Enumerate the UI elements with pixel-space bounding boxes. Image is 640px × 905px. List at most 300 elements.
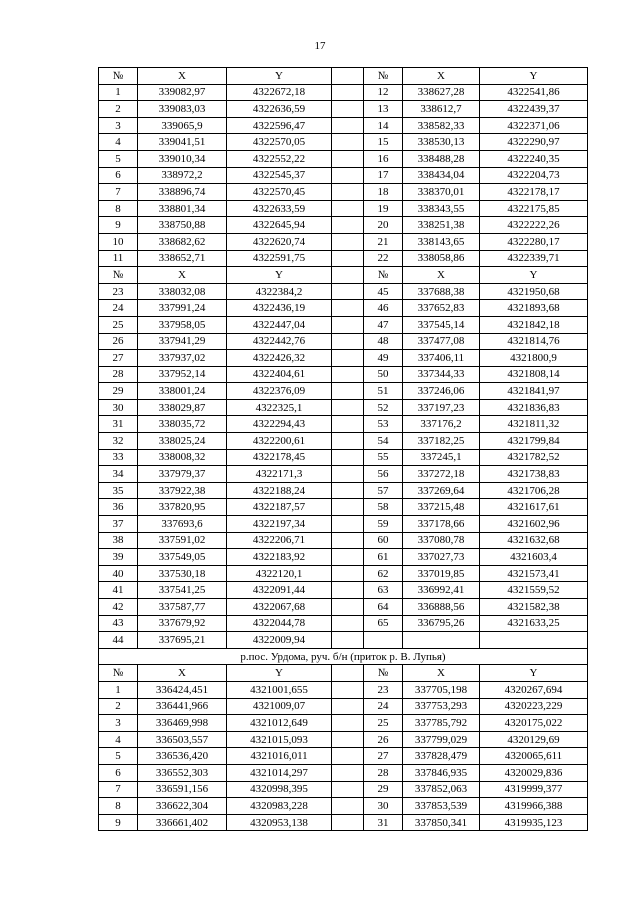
table-row [99, 466, 588, 483]
table-cell: 41 [99, 582, 138, 599]
table-cell: 34 [99, 466, 138, 483]
spacer-cell [332, 615, 364, 632]
table-cell: 4322178,45 [227, 449, 332, 466]
table-cell: 4320998,395 [227, 781, 332, 798]
table-cell: 337937,02 [138, 350, 227, 367]
table-cell: 27 [99, 350, 138, 367]
table-cell: 337941,29 [138, 333, 227, 350]
table-row [99, 101, 588, 118]
table-row [99, 200, 588, 217]
table-cell [403, 632, 480, 649]
table-cell: 25 [364, 715, 403, 732]
spacer-cell [332, 366, 364, 383]
table-cell: 46 [364, 300, 403, 317]
table-cell: X [403, 267, 480, 284]
table-cell: 6 [99, 167, 138, 184]
table-cell: 336441,966 [138, 698, 227, 715]
spacer-cell [332, 482, 364, 499]
table-cell: 26 [99, 333, 138, 350]
table-row [99, 433, 588, 450]
table-cell: 4322541,86 [480, 84, 588, 101]
table-row [99, 84, 588, 101]
table-cell: 1 [99, 84, 138, 101]
table-row [99, 599, 588, 616]
table-cell: 4320267,694 [480, 681, 588, 698]
table-cell: 4322183,92 [227, 549, 332, 566]
table-cell: 45 [364, 283, 403, 300]
table-row [99, 681, 588, 698]
table-cell: 338343,55 [403, 200, 480, 217]
table-cell: 4322206,71 [227, 532, 332, 549]
table-cell: 4321893,68 [480, 300, 588, 317]
table-cell: 338001,24 [138, 383, 227, 400]
table-row [99, 582, 588, 599]
table-row [99, 184, 588, 201]
spacer-cell [332, 134, 364, 151]
table-cell: 336795,26 [403, 615, 480, 632]
table-cell: 337695,21 [138, 632, 227, 649]
table-cell: X [138, 665, 227, 682]
section-caption: р.пос. Урдома, руч. б/н (приток р. В. Лупья) [99, 648, 588, 665]
table-cell: 31 [364, 814, 403, 831]
table-cell: 337477,08 [403, 333, 480, 350]
table-row [99, 217, 588, 234]
table-cell: 337545,14 [403, 316, 480, 333]
table-cell: 23 [99, 283, 138, 300]
table-cell: 4321842,18 [480, 316, 588, 333]
table-cell: 337344,33 [403, 366, 480, 383]
section-caption-row [99, 648, 588, 665]
spacer-cell [332, 150, 364, 167]
table-cell: 8 [99, 200, 138, 217]
table-cell: 337182,25 [403, 433, 480, 450]
table-cell: 339010,34 [138, 150, 227, 167]
table-cell: 4322091,44 [227, 582, 332, 599]
spacer-cell [332, 300, 364, 317]
table-cell: 20 [364, 217, 403, 234]
table-cell: 28 [364, 764, 403, 781]
table-cell: 337952,14 [138, 366, 227, 383]
table-cell: 336888,56 [403, 599, 480, 616]
table-cell: 2 [99, 101, 138, 118]
spacer-cell [332, 549, 364, 566]
table-cell: 4321950,68 [480, 283, 588, 300]
table-cell: 4321573,41 [480, 565, 588, 582]
spacer-cell [332, 764, 364, 781]
table-cell: 59 [364, 516, 403, 533]
table-cell: 4320953,138 [227, 814, 332, 831]
table-cell: 4321836,83 [480, 399, 588, 416]
table-cell: 4322442,76 [227, 333, 332, 350]
table-cell: Y [480, 665, 588, 682]
spacer-cell [332, 698, 364, 715]
table-cell: 338582,33 [403, 117, 480, 134]
table-cell: 337591,02 [138, 532, 227, 549]
spacer-cell [332, 781, 364, 798]
table-cell: 4321559,52 [480, 582, 588, 599]
table-cell: № [99, 665, 138, 682]
table-cell: 4320029,836 [480, 764, 588, 781]
table-cell: 336469,998 [138, 715, 227, 732]
table-cell: 30 [99, 399, 138, 416]
table-cell: 4322552,22 [227, 150, 332, 167]
spacer-cell [332, 350, 364, 367]
table-cell: 337853,539 [403, 798, 480, 815]
table-cell: 4322325,1 [227, 399, 332, 416]
table-cell: 337215,48 [403, 499, 480, 516]
table-cell: 5 [99, 150, 138, 167]
table-cell: 4322376,09 [227, 383, 332, 400]
table-cell: 337530,18 [138, 565, 227, 582]
table-cell: 337846,935 [403, 764, 480, 781]
table-cell: 48 [364, 333, 403, 350]
table-cell: 4322636,59 [227, 101, 332, 118]
table-cell: 338530,13 [403, 134, 480, 151]
table-cell: Y [227, 665, 332, 682]
table-cell: 54 [364, 433, 403, 450]
spacer-cell [332, 217, 364, 234]
table-row [99, 615, 588, 632]
spacer-cell [332, 748, 364, 765]
table-cell: 12 [364, 84, 403, 101]
spacer-cell [332, 582, 364, 599]
table-cell: 336503,557 [138, 731, 227, 748]
spacer-cell [332, 416, 364, 433]
table-row [99, 366, 588, 383]
table-cell: 28 [99, 366, 138, 383]
table-row [99, 383, 588, 400]
table-cell: 7 [99, 781, 138, 798]
table-cell: 336552,303 [138, 764, 227, 781]
table-cell: X [403, 68, 480, 85]
table-cell: 4320129,69 [480, 731, 588, 748]
table-cell: 31 [99, 416, 138, 433]
table-row [99, 167, 588, 184]
table-cell: 337197,23 [403, 399, 480, 416]
table-cell: 25 [99, 316, 138, 333]
table-cell: 4322436,19 [227, 300, 332, 317]
table-cell: 51 [364, 383, 403, 400]
table-cell: 338025,24 [138, 433, 227, 450]
table-cell: 4321015,093 [227, 731, 332, 748]
table-cell: 4320175,022 [480, 715, 588, 732]
table-cell: 9 [99, 217, 138, 234]
table-cell: 4322044,78 [227, 615, 332, 632]
table-cell: 338972,2 [138, 167, 227, 184]
spacer-cell [332, 233, 364, 250]
table-header-row [99, 665, 588, 682]
table-cell: 4321617,61 [480, 499, 588, 516]
table-cell: 339065,9 [138, 117, 227, 134]
spacer-cell [332, 267, 364, 284]
table-cell: 2 [99, 698, 138, 715]
table-cell: 62 [364, 565, 403, 582]
table-cell: 4321603,4 [480, 549, 588, 566]
table-cell: 4321016,011 [227, 748, 332, 765]
table-cell: 4321811,32 [480, 416, 588, 433]
table-row [99, 632, 588, 649]
table-cell: 61 [364, 549, 403, 566]
table-cell: 32 [99, 433, 138, 450]
table-cell: 337178,66 [403, 516, 480, 533]
table-cell: 338029,87 [138, 399, 227, 416]
table-cell: 4321706,28 [480, 482, 588, 499]
table-cell: 38 [99, 532, 138, 549]
table-row [99, 532, 588, 549]
spacer-cell [332, 433, 364, 450]
spacer-cell [332, 532, 364, 549]
table-cell: 337820,95 [138, 499, 227, 516]
table-row [99, 764, 588, 781]
table-cell: 337549,05 [138, 549, 227, 566]
table-cell: 4322371,06 [480, 117, 588, 134]
table-cell: 4322067,68 [227, 599, 332, 616]
table-header-row [99, 68, 588, 85]
spacer-cell [332, 466, 364, 483]
table-cell: 4322290,97 [480, 134, 588, 151]
table-cell: 337979,37 [138, 466, 227, 483]
table-cell: 338488,28 [403, 150, 480, 167]
table-cell: 4321009,07 [227, 698, 332, 715]
table-cell: 24 [364, 698, 403, 715]
table-cell: 58 [364, 499, 403, 516]
table-cell: 338434,04 [403, 167, 480, 184]
spacer-cell [332, 632, 364, 649]
table-cell: 4322280,17 [480, 233, 588, 250]
table-cell: 336622,304 [138, 798, 227, 815]
table-cell: 4322200,61 [227, 433, 332, 450]
table-cell: 49 [364, 350, 403, 367]
table-cell: 4322570,45 [227, 184, 332, 201]
table-cell: 1 [99, 681, 138, 698]
table-cell: 337922,38 [138, 482, 227, 499]
spacer-cell [332, 449, 364, 466]
table-cell: 338801,34 [138, 200, 227, 217]
table-cell: 336536,420 [138, 748, 227, 765]
table-cell: 42 [99, 599, 138, 616]
table-cell: 64 [364, 599, 403, 616]
table-cell: 4320065,611 [480, 748, 588, 765]
table-cell: 8 [99, 798, 138, 815]
table-cell: 337080,78 [403, 532, 480, 549]
table-row [99, 698, 588, 715]
table-cell: 337799,029 [403, 731, 480, 748]
table-cell: 18 [364, 184, 403, 201]
spacer-cell [332, 68, 364, 85]
table-cell: 4321001,655 [227, 681, 332, 698]
table-cell: 337269,64 [403, 482, 480, 499]
table-cell: 338143,65 [403, 233, 480, 250]
table-cell: № [99, 267, 138, 284]
table-cell: 4319935,123 [480, 814, 588, 831]
table-row [99, 350, 588, 367]
table-row [99, 449, 588, 466]
table-cell: 4322204,73 [480, 167, 588, 184]
table-cell: 4322175,85 [480, 200, 588, 217]
spacer-cell [332, 117, 364, 134]
table-cell: 33 [99, 449, 138, 466]
spacer-cell [332, 101, 364, 118]
table-cell: X [138, 267, 227, 284]
table-cell: 4321602,96 [480, 516, 588, 533]
spacer-cell [332, 383, 364, 400]
spacer-cell [332, 283, 364, 300]
table-cell: 3 [99, 715, 138, 732]
table-cell: 337991,24 [138, 300, 227, 317]
table-cell: 29 [99, 383, 138, 400]
table-row [99, 150, 588, 167]
table-cell: 4322294,43 [227, 416, 332, 433]
table-row [99, 814, 588, 831]
table-cell: 339083,03 [138, 101, 227, 118]
table-cell: Y [227, 68, 332, 85]
table-cell: 4322171,3 [227, 466, 332, 483]
table-cell: 4321582,38 [480, 599, 588, 616]
table-cell: 337272,18 [403, 466, 480, 483]
table-cell: 336661,402 [138, 814, 227, 831]
table-cell: 337785,792 [403, 715, 480, 732]
table-cell: 338035,72 [138, 416, 227, 433]
table-cell: 338370,01 [403, 184, 480, 201]
table-cell: 26 [364, 731, 403, 748]
spacer-cell [332, 316, 364, 333]
table-cell: 4322188,24 [227, 482, 332, 499]
table-cell: Y [480, 68, 588, 85]
table-cell: 338032,08 [138, 283, 227, 300]
table-cell: 4322439,37 [480, 101, 588, 118]
table-cell: 30 [364, 798, 403, 815]
table-cell: 338896,74 [138, 184, 227, 201]
table-cell: 4321738,83 [480, 466, 588, 483]
table-cell: 4322009,94 [227, 632, 332, 649]
spacer-cell [332, 184, 364, 201]
table-cell: 336591,156 [138, 781, 227, 798]
table-cell: 4 [99, 134, 138, 151]
table-row [99, 416, 588, 433]
table-cell: 4322570,05 [227, 134, 332, 151]
spacer-cell [332, 250, 364, 267]
table-cell: 40 [99, 565, 138, 582]
spacer-cell [332, 499, 364, 516]
table-row [99, 300, 588, 317]
table-cell: 4 [99, 731, 138, 748]
table-cell: 22 [364, 250, 403, 267]
spacer-cell [332, 665, 364, 682]
table-cell: 63 [364, 582, 403, 599]
spacer-cell [332, 599, 364, 616]
table-cell: 337850,341 [403, 814, 480, 831]
table-cell: 337828,479 [403, 748, 480, 765]
table-cell: № [364, 267, 403, 284]
table-cell: 14 [364, 117, 403, 134]
table-cell: 337176,2 [403, 416, 480, 433]
table-cell: 4322596,47 [227, 117, 332, 134]
table-cell: 4322545,37 [227, 167, 332, 184]
table-cell: 338682,62 [138, 233, 227, 250]
table-cell: 36 [99, 499, 138, 516]
spacer-cell [332, 399, 364, 416]
table-cell: 9 [99, 814, 138, 831]
table-cell: 4320983,228 [227, 798, 332, 815]
table-cell: 4320223,229 [480, 698, 588, 715]
table-cell: X [138, 68, 227, 85]
table-cell: 4321799,84 [480, 433, 588, 450]
table-row [99, 731, 588, 748]
table-row [99, 516, 588, 533]
table-cell: 337652,83 [403, 300, 480, 317]
table-cell: 15 [364, 134, 403, 151]
table-cell: 5 [99, 748, 138, 765]
table-cell: 4322426,32 [227, 350, 332, 367]
table-cell: 337019,85 [403, 565, 480, 582]
table-cell: 4321841,97 [480, 383, 588, 400]
table-cell: 337852,063 [403, 781, 480, 798]
table-cell: 4322339,71 [480, 250, 588, 267]
table-cell: 4322187,57 [227, 499, 332, 516]
table-cell: 337753,293 [403, 698, 480, 715]
table-cell: 337587,77 [138, 599, 227, 616]
table-cell: 4322240,35 [480, 150, 588, 167]
table-row [99, 565, 588, 582]
coordinates-table [98, 67, 588, 831]
table-cell: 4322120,1 [227, 565, 332, 582]
table-cell: 35 [99, 482, 138, 499]
table-row [99, 117, 588, 134]
table-row [99, 549, 588, 566]
spacer-cell [332, 333, 364, 350]
table-cell: 338627,28 [403, 84, 480, 101]
spacer-cell [332, 516, 364, 533]
table-cell: 16 [364, 150, 403, 167]
table-cell: 337693,6 [138, 516, 227, 533]
table-cell: 56 [364, 466, 403, 483]
table-cell: 338058,86 [403, 250, 480, 267]
table-cell [480, 632, 588, 649]
table-cell: 4322404,61 [227, 366, 332, 383]
table-cell: 47 [364, 316, 403, 333]
table-cell: 55 [364, 449, 403, 466]
table-cell: 4322178,17 [480, 184, 588, 201]
table-cell: 4322222,26 [480, 217, 588, 234]
table-cell: 4319999,377 [480, 781, 588, 798]
table-cell: 4321814,76 [480, 333, 588, 350]
table-cell: 338008,32 [138, 449, 227, 466]
table-cell: 4322633,59 [227, 200, 332, 217]
table-row [99, 748, 588, 765]
table-row [99, 233, 588, 250]
table-cell [364, 632, 403, 649]
table-cell: 3 [99, 117, 138, 134]
spacer-cell [332, 84, 364, 101]
table-cell: 4321808,14 [480, 366, 588, 383]
table-cell: 10 [99, 233, 138, 250]
table-row [99, 316, 588, 333]
table-cell: 337406,11 [403, 350, 480, 367]
table-cell: Y [480, 267, 588, 284]
table-row [99, 781, 588, 798]
table-cell: № [364, 665, 403, 682]
table-cell: 4322447,04 [227, 316, 332, 333]
table-cell: 11 [99, 250, 138, 267]
table-cell: Y [227, 267, 332, 284]
table-cell: 4321014,297 [227, 764, 332, 781]
table-cell: 4322672,18 [227, 84, 332, 101]
spacer-cell [332, 681, 364, 698]
table-cell: X [403, 665, 480, 682]
table-cell: 4321633,25 [480, 615, 588, 632]
table-cell: 338652,71 [138, 250, 227, 267]
table-cell: 337958,05 [138, 316, 227, 333]
